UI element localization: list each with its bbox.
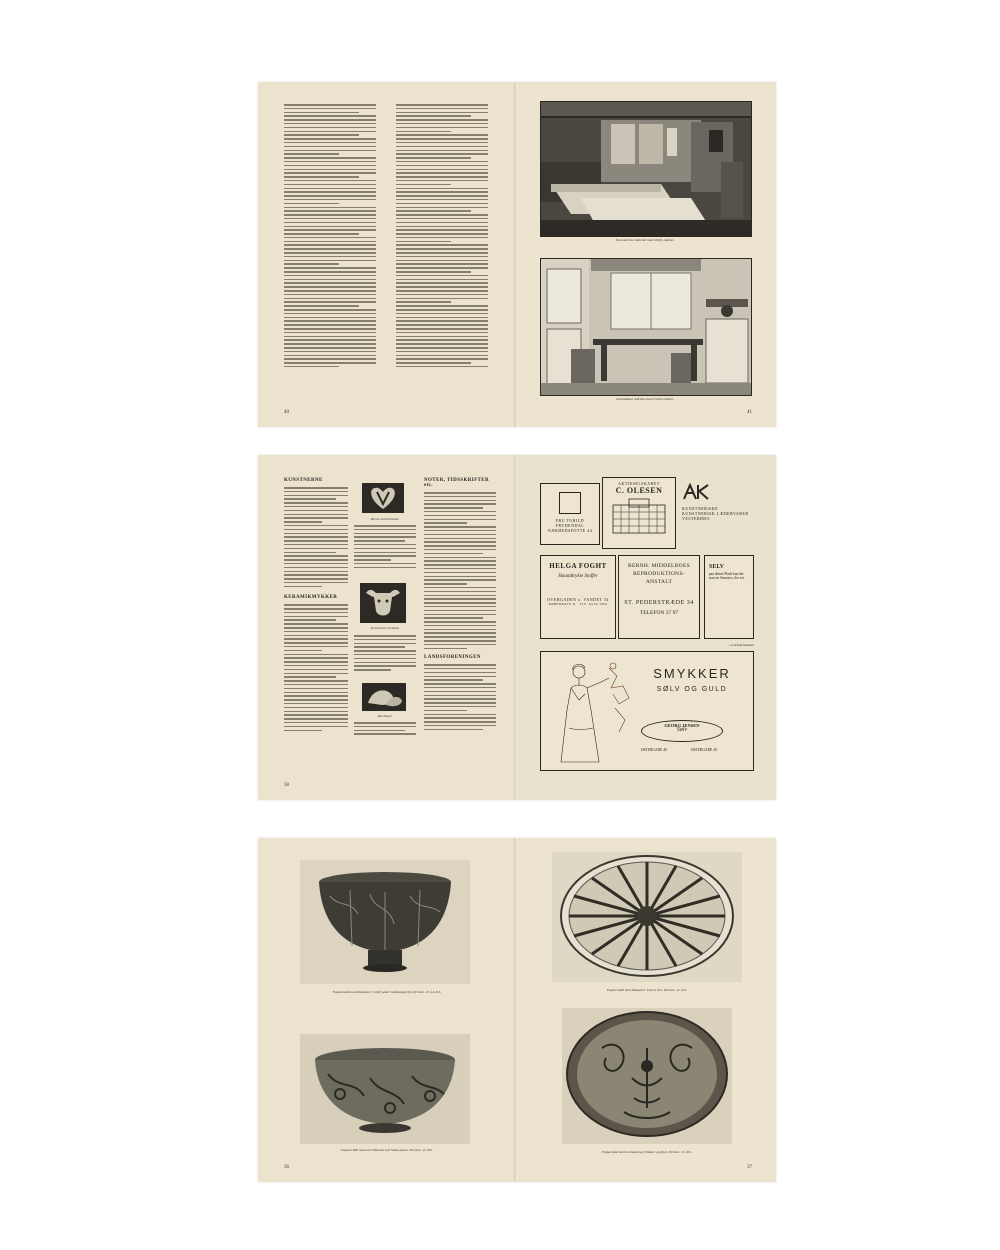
ad-olesen xyxy=(602,477,676,549)
ad-hak xyxy=(682,483,752,543)
woman-illustration xyxy=(549,658,639,766)
photo-caption: Spisekøkken indrettet med Utility-møbler. xyxy=(616,397,674,401)
jensen-logo xyxy=(641,720,723,742)
ad-text: VESTERBRO xyxy=(682,516,710,521)
ad-subtitle: SØLV OG GULD xyxy=(656,686,728,693)
page-number: 41 xyxy=(747,410,752,415)
spread-3-left-page xyxy=(258,838,516,1182)
page-number: 37 xyxy=(747,1165,752,1170)
spread-2-right-page xyxy=(518,455,776,800)
ad-address: ØSTERGADE 40 xyxy=(691,748,717,752)
kitchen-photo xyxy=(540,258,752,396)
ad-brand-sub: Sølv xyxy=(676,727,688,733)
spread-2 xyxy=(258,455,776,800)
ad-phone: TELEFON 37 97 xyxy=(639,610,679,616)
text-column xyxy=(396,104,488,394)
bull-head-photo xyxy=(360,583,406,623)
section-heading: LANDSFORENINGEN xyxy=(424,655,481,661)
ad-text: paa denne Plads kan der staa en Annonce, der ses xyxy=(709,572,745,580)
section-heading: KERAMIKMYKKER xyxy=(284,595,338,601)
ad-frydendal xyxy=(540,483,600,545)
spread-2-left-page xyxy=(258,455,516,800)
spread-1-left-page xyxy=(258,82,516,427)
ad-address: KØBENHAVN K · TLF. ASTA 3364 xyxy=(548,602,608,606)
plate-photo-bottom xyxy=(562,1008,732,1144)
plate-photo-top xyxy=(552,852,742,982)
image-column xyxy=(354,475,416,775)
section-heading: KUNSTNERNE xyxy=(284,478,323,483)
bowl-photo-top xyxy=(300,860,470,984)
bedroom-photo xyxy=(540,101,752,237)
photo-caption: Fajanceskål med blåmaleri. Irak 9. årh. Persien. 12. årh. xyxy=(606,988,688,992)
spread-3-right-page xyxy=(518,838,776,1182)
ad-title: SMYKKER xyxy=(653,666,731,681)
ad-subtitle: AKTIESELSKABET xyxy=(618,481,660,486)
ad-title: BERNH. MIDDELBOES REPRODUKTIONS-ANSTALT xyxy=(628,563,690,585)
text-column xyxy=(284,104,376,394)
page-number: 38 xyxy=(284,783,289,788)
building-illustration xyxy=(609,495,669,537)
ad-title: SELV xyxy=(709,564,725,570)
ad-address: OVERGADEN o. VANDET 34 xyxy=(547,597,609,602)
ad-text: KUNSTNERISK LÆDERVARER xyxy=(682,511,749,516)
photo-caption: Hjerte med Initialer. xyxy=(370,517,400,521)
photo-caption: Tyrehoved i keramik. xyxy=(370,626,400,630)
ad-georg-jensen xyxy=(540,651,754,771)
ad-title: C. OLESEN xyxy=(615,486,663,495)
ad-subtitle: Haandtrykte Stoffer xyxy=(558,574,598,579)
ad-middelboe xyxy=(618,555,700,639)
photo-caption: Muslinger. xyxy=(377,714,393,718)
ad-note: — se Arnold Jakobsen xyxy=(727,643,754,647)
section-heading: NOTER, TIDSSKRIFTER etc. xyxy=(424,478,490,488)
shell-photo xyxy=(362,683,406,711)
heart-jewel-photo xyxy=(362,483,404,513)
text-column xyxy=(284,475,348,765)
photo-caption: Fajanceskål med sort blåmaleri på hvide glasur. Persien. 13. årh. xyxy=(341,1148,433,1152)
page-number: 40 xyxy=(284,410,289,415)
bowl-photo-bottom xyxy=(300,1034,470,1144)
text-column xyxy=(424,475,496,765)
spread-3 xyxy=(258,838,776,1182)
ad-foght xyxy=(540,555,616,639)
hak-logo xyxy=(682,483,716,501)
page-number: 36 xyxy=(284,1165,289,1170)
ad-text: FRU TORILD FRYDENDAL NÆRHEDSPOTTE 44 xyxy=(547,518,593,533)
photo-caption: Fajancefad med sortmalning i blåtner og finer. Persien. 13. årh. xyxy=(602,1150,692,1154)
ad-text: KUNSTNERISKE xyxy=(682,506,719,511)
photo-caption: Fajanceskål med blåmaleri i relief under tonfalslaget fra Persien. 13-14. årh. xyxy=(332,990,442,994)
ad-address: ØSTERGADE 40 xyxy=(641,748,667,752)
photo-caption: Sovevaerelse indrettet med Utility-møbler. xyxy=(615,238,675,242)
spread-1-right-page xyxy=(518,82,776,427)
ad-brand: GEORG JENSEN xyxy=(664,723,700,728)
ad-address: ST. PEDERSTRÆDE 34 xyxy=(624,600,694,606)
ad-title: HELGA FOGHT xyxy=(549,562,607,570)
spread-1 xyxy=(258,82,776,427)
ad-selv xyxy=(704,555,754,639)
